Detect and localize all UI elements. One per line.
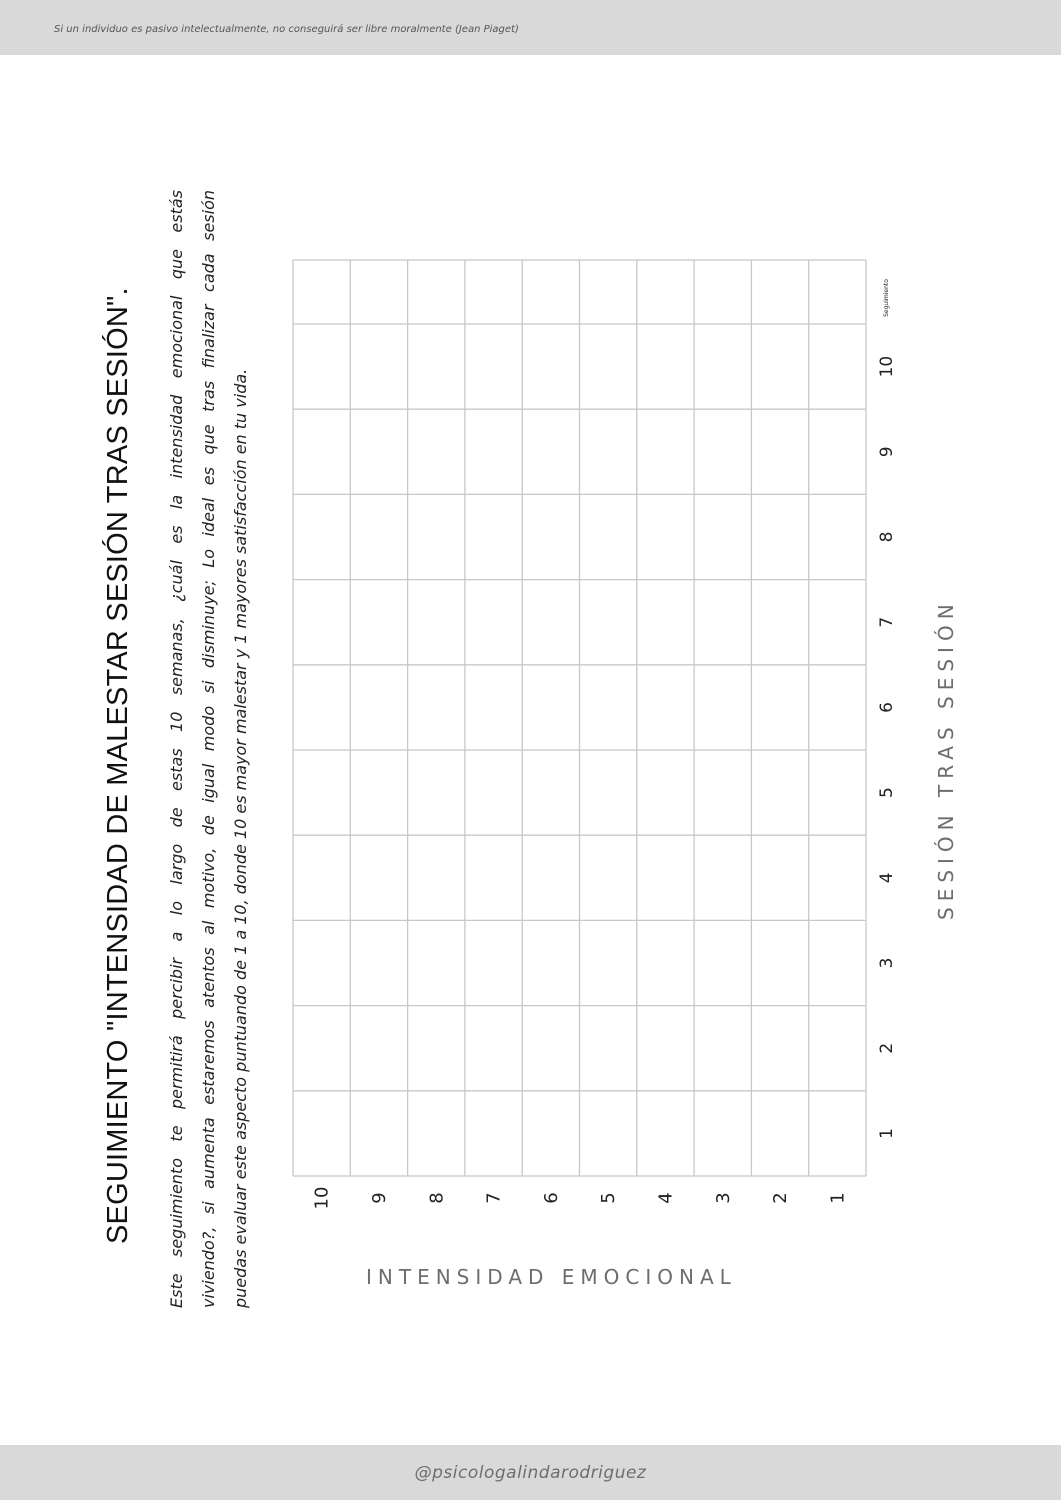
y-tick-label: 9: [368, 1192, 390, 1204]
y-tick-label: 6: [540, 1192, 562, 1204]
footer-handle: @psicologalindarodriguez: [414, 1463, 647, 1483]
x-axis-label: SESIÓN TRAS SESIÓN: [934, 598, 958, 920]
x-tick-label: 7: [877, 616, 897, 628]
description-line-1: Este seguimiento te permitirá percibir a lo largo de estas 10 semanas, ¿cuál es la intensidad emocional que estás: [167, 190, 186, 1308]
y-tick-labels: [312, 1187, 849, 1210]
x-tick-label-seguimiento: Seguimiento: [883, 279, 890, 317]
y-tick-label: 2: [770, 1192, 792, 1204]
x-tick-label: 2: [877, 1042, 897, 1054]
y-axis-label: INTENSIDAD EMOCIONAL: [366, 1265, 737, 1289]
grid-lines: [293, 260, 866, 1176]
x-tick-label: 3: [877, 957, 897, 969]
footer-bar: [0, 1445, 1061, 1500]
x-tick-label: 8: [877, 531, 897, 543]
y-tick-label: 8: [426, 1192, 448, 1204]
y-tick-label: 3: [712, 1192, 734, 1204]
y-tick-label: 10: [311, 1186, 333, 1210]
y-tick-label: 1: [827, 1192, 849, 1204]
header-quote: Si un individuo es pasivo intelectualmente, no conseguirá ser libre moralmente (Jean Piaget): [54, 24, 519, 35]
x-tick-label: 4: [877, 872, 897, 884]
description-line-2: viviendo?, si aumenta estaremos atentos al motivo, de igual modo si disminuye; Lo ideal es que tras finalizar cada sesión: [199, 190, 218, 1308]
x-tick-label: 1: [877, 1127, 897, 1139]
x-tick-label: 6: [877, 701, 897, 713]
y-tick-label: 7: [483, 1192, 505, 1204]
x-tick-label: 5: [877, 787, 897, 799]
description-line-3: puedas evaluar este aspecto puntuando de 1 a 10, donde 10 es mayor malestar y 1 mayores satisfacción en tu vida.: [231, 368, 250, 1308]
x-tick-labels: [877, 279, 897, 1139]
page-title: SEGUIMIENTO "INTENSIDAD DE MALESTAR SESIÓN TRAS SESIÓN".: [102, 287, 134, 1244]
y-tick-label: 5: [598, 1192, 620, 1204]
x-tick-label: 10: [877, 355, 897, 378]
x-tick-label: 9: [877, 446, 897, 458]
y-tick-label: 4: [655, 1192, 677, 1204]
